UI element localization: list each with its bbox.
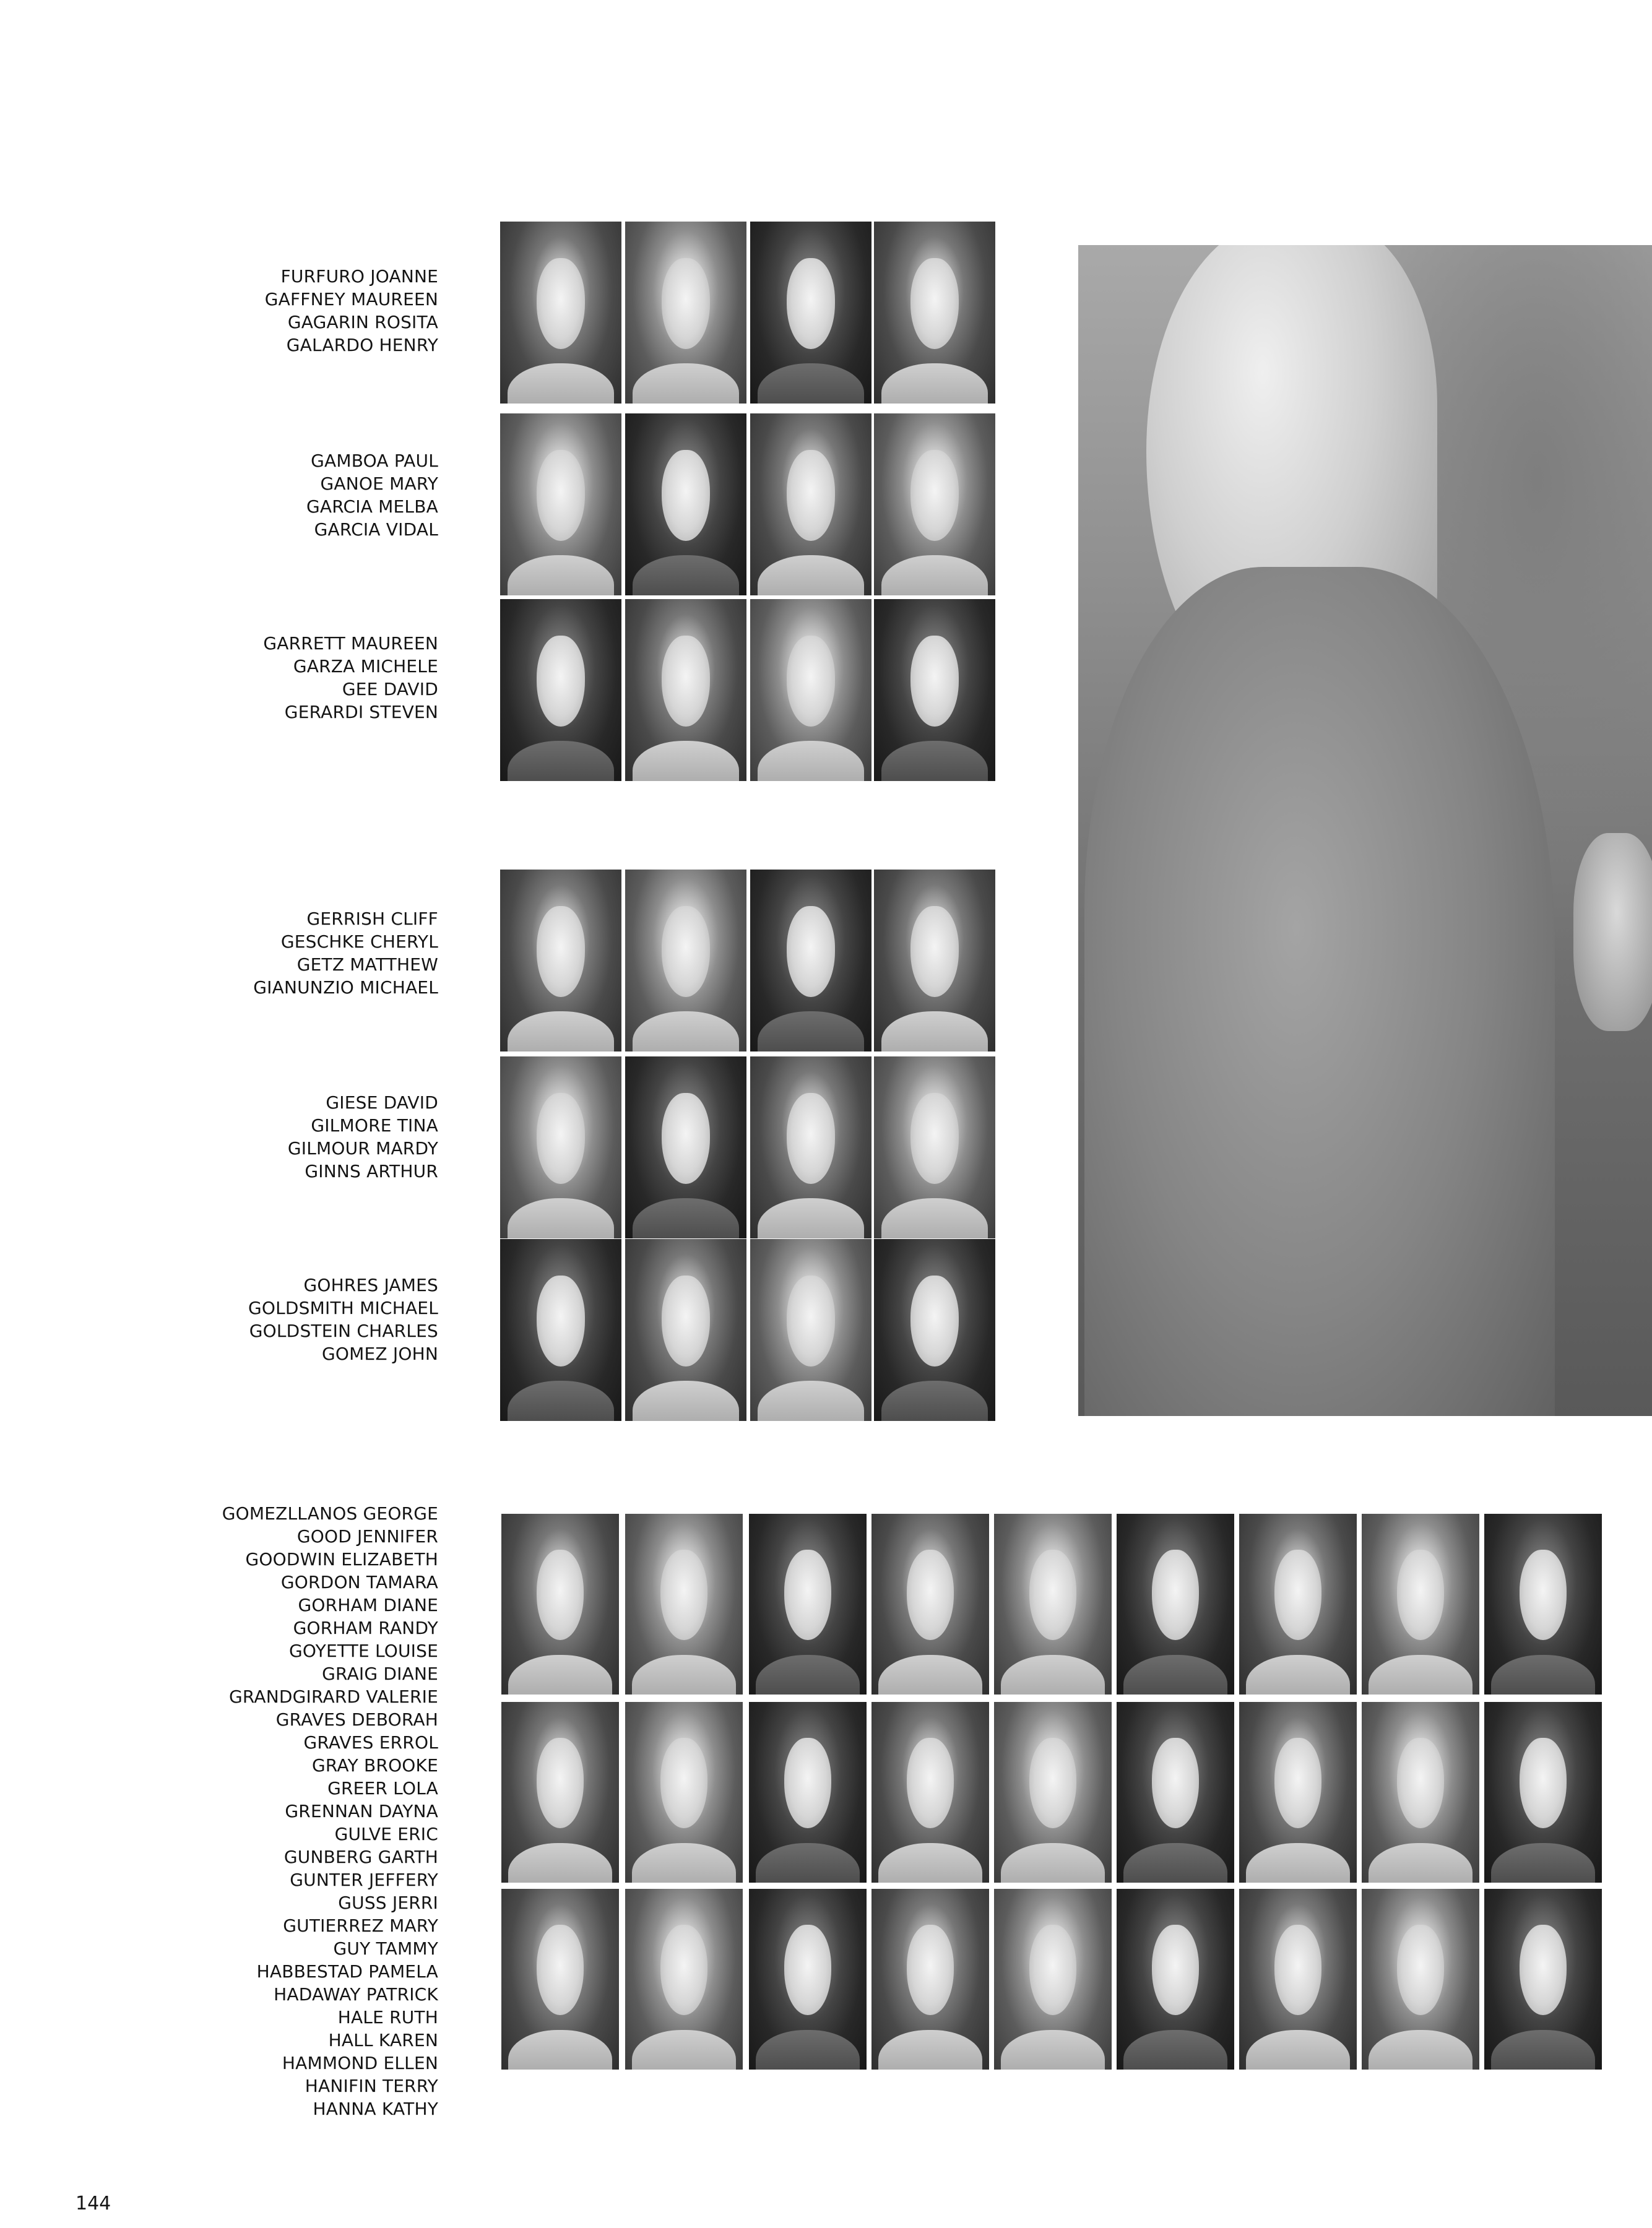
student-portrait (625, 1702, 743, 1883)
student-name: GANOE MARY (320, 473, 438, 494)
portrait-face (1520, 1550, 1567, 1640)
portrait-face (787, 450, 835, 541)
portrait-shoulders (756, 2030, 859, 2070)
student-name: GARCIA VIDAL (314, 519, 438, 540)
portrait-shoulders (632, 1843, 735, 1883)
student-portrait (750, 1056, 871, 1238)
portrait-face (1152, 1550, 1199, 1640)
portrait-shoulders (508, 1843, 612, 1883)
student-portrait (994, 1514, 1112, 1695)
portrait-face (662, 450, 710, 541)
portrait-shoulders (1491, 1843, 1594, 1883)
student-name: GULVE ERIC (334, 1824, 438, 1844)
student-portrait (874, 1239, 995, 1421)
student-portrait (1117, 1514, 1234, 1695)
portrait-face (662, 636, 710, 727)
student-name: GARCIA MELBA (306, 496, 438, 517)
student-name: GALARDO HENRY (286, 335, 438, 355)
candid-photo (1078, 245, 1652, 1416)
portrait-face (910, 906, 959, 997)
portrait-face (537, 1738, 584, 1828)
portrait-face (787, 1276, 835, 1367)
student-name: GERRISH CLIFF (306, 909, 438, 929)
portrait-face (1520, 1738, 1567, 1828)
portrait-shoulders (508, 1381, 614, 1421)
student-name: GILMORE TINA (311, 1115, 438, 1136)
portrait-face (537, 258, 585, 349)
portrait-shoulders (508, 741, 614, 781)
portrait-face (1397, 1925, 1444, 2015)
portrait-shoulders (1123, 1843, 1227, 1883)
student-name: GRAIG DIANE (322, 1664, 438, 1684)
portrait-face (1397, 1738, 1444, 1828)
student-portrait (874, 413, 995, 595)
portrait-face (1152, 1738, 1199, 1828)
student-name: GOODWIN ELIZABETH (245, 1549, 438, 1570)
student-portrait (750, 870, 871, 1051)
student-portrait (871, 1702, 989, 1883)
student-name: GAGARIN ROSITA (287, 312, 438, 332)
portrait-face (787, 636, 835, 727)
portrait-shoulders (881, 1381, 988, 1421)
student-portrait (500, 870, 621, 1051)
student-name: GOLDSMITH MICHAEL (248, 1298, 438, 1318)
portrait-face (787, 1093, 835, 1184)
student-name: GUSS JERRI (338, 1893, 438, 1913)
portrait-shoulders (633, 363, 739, 404)
portrait-face (660, 1550, 707, 1640)
student-name: GRAY BROOKE (312, 1755, 438, 1776)
portrait-face (1520, 1925, 1567, 2015)
portrait-face (784, 1738, 831, 1828)
student-portrait (501, 1514, 619, 1695)
portrait-shoulders (508, 1198, 614, 1238)
student-portrait (500, 1056, 621, 1238)
portrait-shoulders (881, 1198, 988, 1238)
portrait-shoulders (1246, 1655, 1349, 1695)
student-portrait (749, 1514, 867, 1695)
portrait-face (537, 1276, 585, 1367)
student-portrait (874, 599, 995, 781)
student-name: GOOD JENNIFER (296, 1526, 438, 1547)
portrait-face (662, 1093, 710, 1184)
portrait-shoulders (758, 741, 864, 781)
portrait-shoulders (1491, 2030, 1594, 2070)
portrait-face (662, 258, 710, 349)
student-name: HALL KAREN (328, 2030, 438, 2050)
portrait-face (907, 1925, 954, 2015)
portrait-face (1274, 1550, 1321, 1640)
student-portrait (500, 413, 621, 595)
student-portrait (1484, 1702, 1602, 1883)
student-name: GORDON TAMARA (280, 1572, 438, 1592)
student-portrait (750, 599, 871, 781)
portrait-shoulders (758, 1198, 864, 1238)
student-name: HADAWAY PATRICK (274, 1984, 438, 2005)
student-portrait (1362, 1702, 1479, 1883)
student-portrait (1239, 1702, 1357, 1883)
student-name: GUNTER JEFFERY (290, 1870, 438, 1890)
portrait-face (537, 1550, 584, 1640)
student-portrait (874, 222, 995, 404)
student-name: GIESE DAVID (326, 1092, 438, 1113)
portrait-face (1029, 1925, 1076, 2015)
portrait-face (784, 1550, 831, 1640)
portrait-face (784, 1925, 831, 2015)
portrait-face (907, 1550, 954, 1640)
names-group-4 (253, 907, 438, 999)
student-portrait (625, 1889, 743, 2070)
portrait-face (910, 1093, 959, 1184)
portrait-face (662, 1276, 710, 1367)
portrait-shoulders (1369, 1843, 1472, 1883)
student-name: GOHRES JAMES (303, 1275, 438, 1295)
portrait-shoulders (632, 2030, 735, 2070)
student-name: GOLDSTEIN CHARLES (249, 1321, 438, 1341)
student-portrait (1484, 1514, 1602, 1695)
student-portrait (625, 413, 746, 595)
portrait-face (537, 636, 585, 727)
portrait-shoulders (1001, 2030, 1104, 2070)
portrait-shoulders (1246, 1843, 1349, 1883)
portrait-face (537, 906, 585, 997)
student-portrait (871, 1889, 989, 2070)
student-name: GESCHKE CHERYL (280, 931, 438, 952)
portrait-shoulders (758, 555, 864, 595)
student-portrait (500, 599, 621, 781)
student-portrait (1239, 1889, 1357, 2070)
names-group-2 (306, 449, 438, 541)
portrait-face (1152, 1925, 1199, 2015)
portrait-shoulders (878, 1655, 982, 1695)
student-name: GINNS ARTHUR (305, 1161, 438, 1181)
page-number: 144 (76, 2193, 111, 2214)
portrait-face (787, 258, 835, 349)
names-group-3 (263, 632, 438, 723)
student-name: GETZ MATTHEW (296, 954, 438, 975)
portrait-shoulders (881, 363, 988, 404)
student-name: HAMMOND ELLEN (282, 2053, 438, 2073)
student-portrait (501, 1889, 619, 2070)
student-name: GAFFNEY MAUREEN (264, 289, 438, 309)
portrait-shoulders (508, 555, 614, 595)
names-group-7 (222, 1502, 438, 2120)
student-name: GRANDGIRARD VALERIE (228, 1686, 438, 1707)
student-name: GARZA MICHELE (293, 656, 438, 676)
portrait-shoulders (878, 2030, 982, 2070)
portrait-face (1274, 1738, 1321, 1828)
portrait-face (910, 1276, 959, 1367)
portrait-shoulders (508, 1655, 612, 1695)
student-portrait (749, 1889, 867, 2070)
student-portrait (1117, 1889, 1234, 2070)
student-name: GORHAM RANDY (293, 1618, 438, 1638)
student-name: HALE RUTH (337, 2007, 438, 2027)
portrait-face (1274, 1925, 1321, 2015)
candid-hand (1573, 833, 1652, 1031)
student-portrait (625, 222, 746, 404)
portrait-face (537, 1093, 585, 1184)
portrait-face (910, 258, 959, 349)
portrait-shoulders (508, 1011, 614, 1051)
student-name: HABBESTAD PAMELA (256, 1961, 438, 1982)
student-portrait (750, 413, 871, 595)
portrait-shoulders (1246, 2030, 1349, 2070)
student-portrait (500, 1239, 621, 1421)
names-group-6 (248, 1274, 438, 1365)
portrait-shoulders (1123, 1655, 1227, 1695)
portrait-face (537, 450, 585, 541)
student-name: HANIFIN TERRY (305, 2076, 438, 2096)
student-portrait (625, 599, 746, 781)
student-portrait (500, 222, 621, 404)
portrait-face (910, 636, 959, 727)
portrait-shoulders (1123, 2030, 1227, 2070)
student-name: GAMBOA PAUL (311, 451, 438, 471)
portrait-shoulders (1001, 1655, 1104, 1695)
portrait-shoulders (633, 555, 739, 595)
student-portrait (994, 1889, 1112, 2070)
student-portrait (874, 870, 995, 1051)
portrait-face (1029, 1738, 1076, 1828)
portrait-shoulders (632, 1655, 735, 1695)
student-portrait (625, 870, 746, 1051)
portrait-shoulders (1001, 1843, 1104, 1883)
student-name: GOMEZLLANOS GEORGE (222, 1503, 438, 1524)
portrait-shoulders (508, 2030, 612, 2070)
student-name: HANNA KATHY (313, 2099, 438, 2119)
student-name: GIANUNZIO MICHAEL (253, 977, 438, 998)
candid-shirt (1084, 567, 1555, 1416)
student-portrait (625, 1514, 743, 1695)
portrait-shoulders (881, 555, 988, 595)
portrait-shoulders (1491, 1655, 1594, 1695)
portrait-shoulders (633, 1198, 739, 1238)
portrait-face (910, 450, 959, 541)
portrait-shoulders (633, 1011, 739, 1051)
portrait-face (660, 1925, 707, 2015)
portrait-face (660, 1738, 707, 1828)
student-portrait (1239, 1514, 1357, 1695)
student-portrait (749, 1702, 867, 1883)
student-name: GORHAM DIANE (298, 1595, 438, 1615)
student-name: GRAVES DEBORAH (275, 1709, 438, 1730)
student-portrait (501, 1702, 619, 1883)
portrait-shoulders (1369, 1655, 1472, 1695)
portrait-face (787, 906, 835, 997)
student-portrait (874, 1056, 995, 1238)
names-group-5 (288, 1091, 438, 1183)
portrait-face (907, 1738, 954, 1828)
student-name: GUTIERREZ MARY (283, 1915, 438, 1936)
portrait-shoulders (758, 1011, 864, 1051)
portrait-shoulders (758, 363, 864, 404)
portrait-shoulders (633, 1381, 739, 1421)
student-name: GILMOUR MARDY (287, 1138, 438, 1159)
student-name: GEE DAVID (342, 679, 438, 699)
student-portrait (1362, 1514, 1479, 1695)
portrait-shoulders (1369, 2030, 1472, 2070)
student-name: GOYETTE LOUISE (289, 1641, 438, 1661)
student-name: GUNBERG GARTH (283, 1847, 438, 1867)
portrait-shoulders (758, 1381, 864, 1421)
student-name: GARRETT MAUREEN (263, 633, 438, 654)
student-portrait (625, 1239, 746, 1421)
portrait-face (537, 1925, 584, 2015)
portrait-shoulders (881, 1011, 988, 1051)
portrait-shoulders (881, 741, 988, 781)
student-portrait (871, 1514, 989, 1695)
student-portrait (1484, 1889, 1602, 2070)
portrait-shoulders (633, 741, 739, 781)
student-name: GREER LOLA (327, 1778, 438, 1798)
portrait-shoulders (508, 363, 614, 404)
student-portrait (750, 222, 871, 404)
portrait-face (662, 906, 710, 997)
student-portrait (994, 1702, 1112, 1883)
student-name: GUY TAMMY (333, 1938, 438, 1959)
student-name: FURFURO JOANNE (280, 266, 438, 287)
student-name: GOMEZ JOHN (322, 1344, 438, 1364)
student-portrait (750, 1239, 871, 1421)
student-portrait (1117, 1702, 1234, 1883)
student-portrait (1362, 1889, 1479, 2070)
portrait-face (1029, 1550, 1076, 1640)
portrait-shoulders (756, 1655, 859, 1695)
portrait-shoulders (756, 1843, 859, 1883)
portrait-face (1397, 1550, 1444, 1640)
student-name: GRENNAN DAYNA (285, 1801, 438, 1821)
student-name: GRAVES ERROL (303, 1732, 438, 1753)
portrait-shoulders (878, 1843, 982, 1883)
student-name: GERARDI STEVEN (284, 702, 438, 722)
names-group-1 (265, 265, 438, 356)
student-portrait (625, 1056, 746, 1238)
